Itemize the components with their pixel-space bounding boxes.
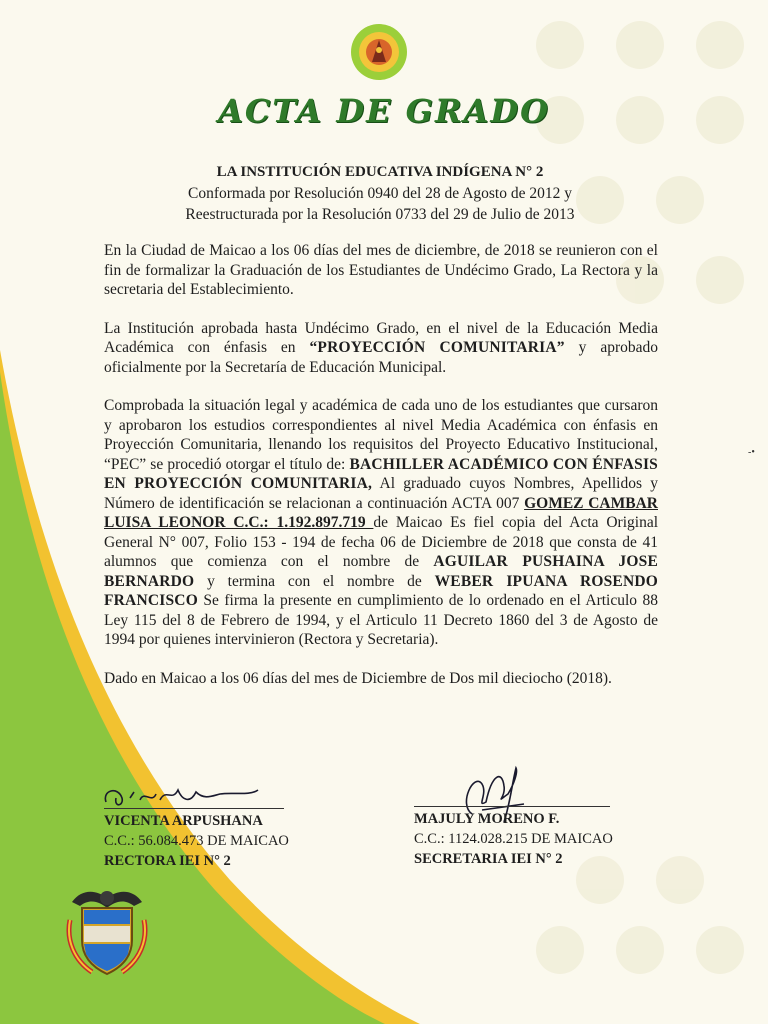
institution-seal-icon	[350, 22, 408, 82]
subtitle-line-1: Conformada por Resolución 0940 del 28 de Agosto de 2012 y	[187, 185, 572, 202]
last-student-name: WEBER IPUANA ROSENDO FRANCISCO	[104, 572, 659, 609]
paragraph-3-text-e: Se firma la presente en cumplimiento de lo ordenado en el Articulo 88 Ley 115 del 8 de Febrero de 1994, y el Articulo 11 Decreto 1860 del 3 de Agosto de 1994 por quienes intervinieron (Rectora y Secretaria).	[104, 592, 658, 648]
paragraph-4: Dado en Maicao a los 06 días del mes de Diciembre de Dos mil dieciocho (2018).	[104, 669, 612, 687]
rectora-name: VICENTA ARPUSHANA	[104, 813, 263, 829]
paragraph-3-text-b: Al graduado cuyos Nombres, Apellidos y Número de identificación se relacionan a continuación ACTA 007	[104, 475, 658, 512]
emphasis-proyeccion: “PROYECCIÓN COMUNITARIA”	[309, 339, 565, 356]
rectora-id: C.C.: 56.084.473 DE MAICAO	[104, 833, 289, 849]
signature-block-secretaria	[414, 806, 613, 869]
document-body	[104, 241, 658, 707]
signature-block-rectora	[104, 808, 289, 871]
paragraph-3	[104, 396, 658, 650]
paragraph-3-text-d: y termina con el nombre de	[194, 572, 435, 590]
paragraph-2-end: y aprobado oficialmente por la Secretaría de Educación Municipal.	[104, 339, 658, 376]
degree-title: BACHILLER ACADÉMICO CON ÉNFASIS EN PROYECCIÓN COMUNITARIA,	[104, 455, 658, 492]
paragraph-3-text-c: de Maicao Es fiel copia del Acta Original General N° 007, Folio 153 - 194 de fecha 06 de Diciembre de 2018 que consta de 41 alumnos que comienza con el nombre de	[104, 514, 658, 570]
paragraph-3-text: Comprobada la situación legal y académica de cada uno de los estudiantes que cursaron y aprobaron los estudios correspondientes al nivel Media Académica con énfasis en Proyección Comunitaria, llenando los requisitos del Proyecto Educativo Institucional, “PEC” se procedió otorgar el título de:	[104, 397, 658, 473]
margin-mark: -•	[748, 447, 755, 458]
graduate-name-id: GOMEZ CAMBAR LUISA LEONOR C.C.: 1.192.897.719	[104, 494, 658, 531]
colombia-coat-of-arms-icon	[62, 880, 152, 980]
first-student-name: AGUILAR PUSHAINA JOSE BERNARDO	[104, 553, 658, 590]
secretaria-role: SECRETARIA IEI N° 2	[414, 851, 563, 867]
institution-header	[130, 162, 630, 225]
paragraph-2	[104, 319, 658, 378]
paragraph-1: En la Ciudad de Maicao a los 06 días del mes de diciembre, de 2018 se reunieron con el fin de formalizar la Graduación de los Estudiantes de Undécimo Grado, La Rectora y la secretaria del Establecimiento.	[104, 242, 658, 298]
secretaria-name: MAJULY MORENO F.	[414, 811, 560, 827]
paragraph-2-text: La Institución aprobada hasta Undécimo Grado, en el nivel de la Educación Media Académica con énfasis en	[104, 319, 658, 356]
subtitle-line-2: Reestructurada por la Resolución 0733 del 29 de Julio de 2013	[185, 206, 575, 223]
document-title: ACTA DE GRADO	[218, 92, 550, 130]
signature-line-secretaria	[414, 806, 610, 807]
institution-name: LA INSTITUCIÓN EDUCATIVA INDÍGENA N° 2	[216, 164, 544, 180]
signature-line-rectora	[104, 808, 284, 809]
secretaria-id: C.C.: 1124.028.215 DE MAICAO	[414, 831, 613, 847]
rectora-role: RECTORA IEI N° 2	[104, 853, 231, 869]
